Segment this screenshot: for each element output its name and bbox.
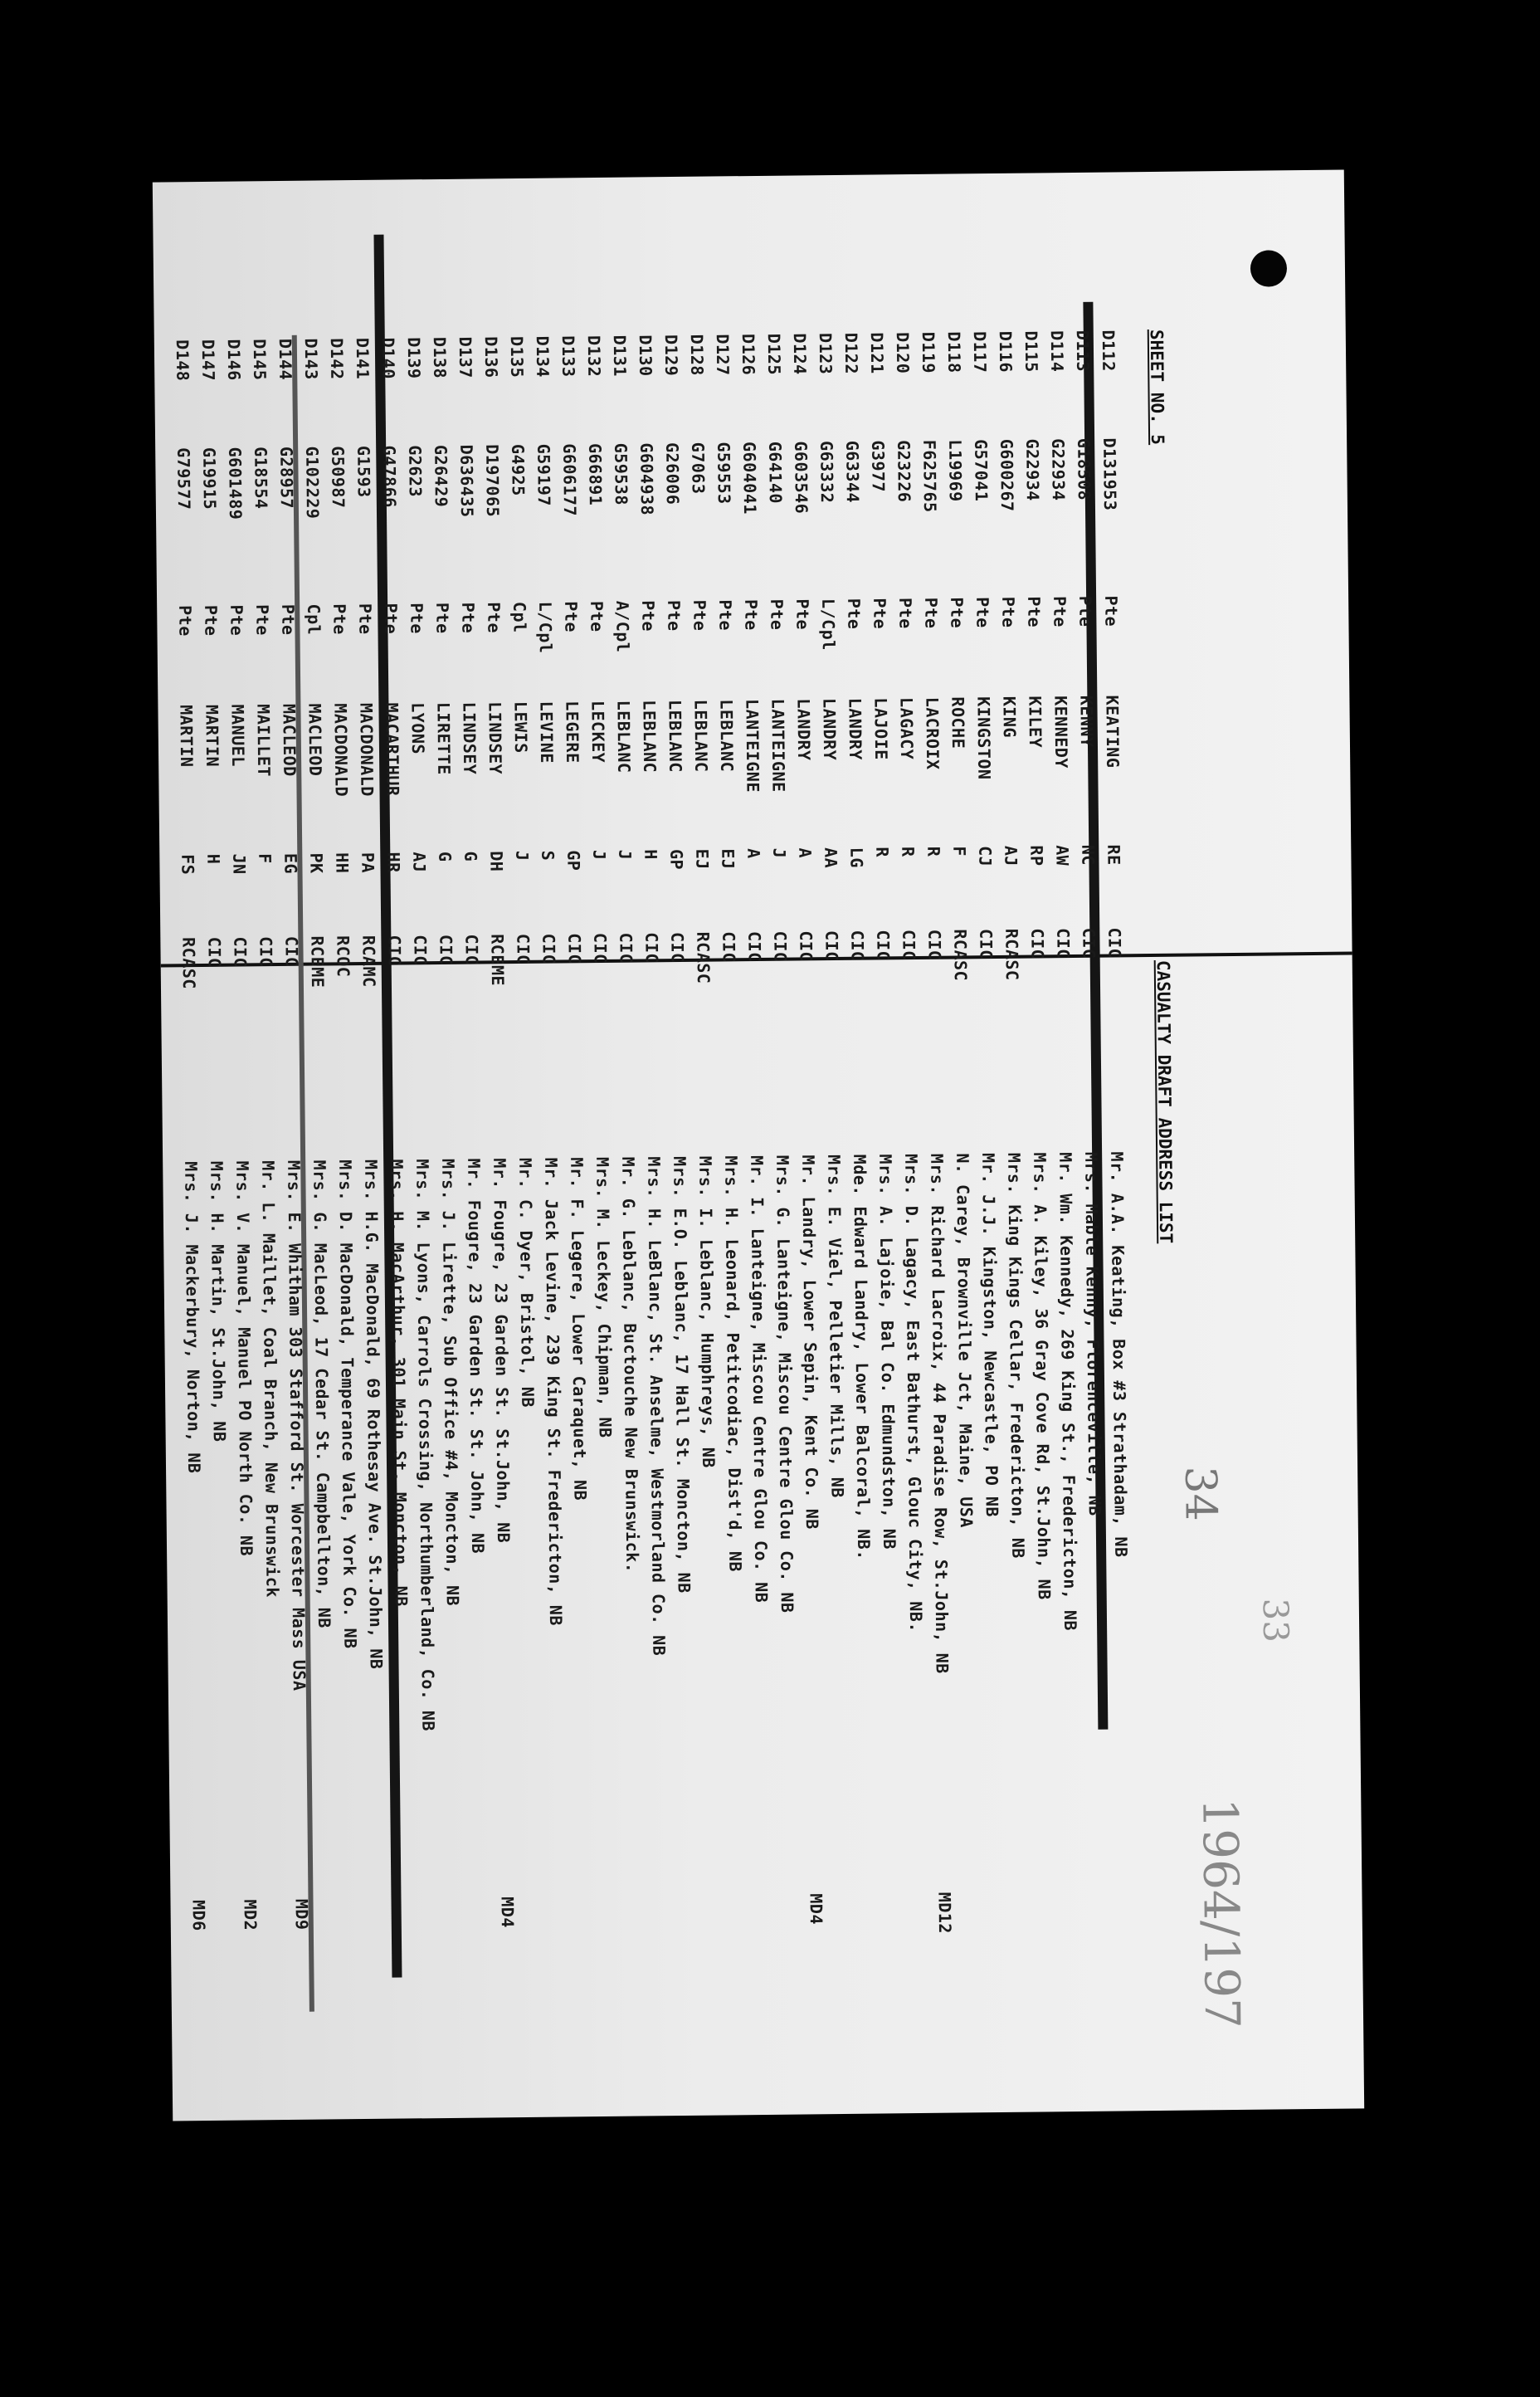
cell-init: EG [280,852,301,875]
cell-unit: CIC [667,931,688,964]
cell-name: KINGSTON [973,696,995,780]
cell-ref: D112 [1098,330,1119,372]
cell-number: G7063 [688,442,709,495]
cell-init: HR [383,852,404,873]
punch-hole [1250,250,1287,286]
cell-unit: CIC [281,935,302,968]
cell-rank: Pte [329,603,350,635]
cell-name: LACROIX [922,696,943,770]
cell-name: LANTEIGNE [768,698,789,793]
cell-name: LEVINE [536,701,558,764]
pencil-page-number-alt: 33 [1255,1598,1297,1643]
cell-init: R [872,847,893,858]
cell-init: AJ [1001,845,1021,867]
cell-ref: D147 [197,339,219,382]
cell-ref: D139 [403,337,425,379]
cell-unit: CIC [873,930,894,962]
cell-number: G59553 [714,442,734,505]
cell-address: Mr. C. Dyer, Bristol, NB [515,1157,539,1408]
cell-init: J [769,847,790,859]
cell-init: A [795,847,816,859]
cell-number: L19969 [945,439,966,502]
cell-address: Mrs. Richard Lacroix, 44 Paradise Row, St.John, NB [927,1153,953,1674]
cell-name: MARTIN [202,704,223,768]
cell-number: G66891 [585,442,606,506]
cell-unit: CIC [616,932,636,964]
cell-address: Mr. Fougre, 23 Garden St. St.John, NB [490,1158,514,1544]
cell-rank: Pte [792,598,813,631]
cell-init: FS [178,854,198,876]
cell-unit: CIC [1027,928,1048,960]
cell-ref: D119 [918,331,939,374]
cell-init: PA [358,852,378,874]
cell-number: G79577 [173,447,194,510]
cell-unit: RCEME [307,935,328,989]
cell-rank: Pte [355,603,376,635]
cell-address: Mrs. E.O. Leblanc, 17 Hall St. Moncton, NB [670,1155,694,1594]
cell-number: G603546 [791,441,812,515]
cell-ref: D127 [712,334,733,376]
cell-init: JN [229,853,250,875]
cell-address: Mrs. A. Lajoie, Bal Co. Edmundston, NB [875,1154,900,1550]
cell-name: LAGACY [896,696,918,760]
cell-name: MAILLET [253,704,275,778]
cell-number: G606177 [559,443,581,517]
cell-ref: D114 [1046,330,1068,373]
cell-address: Mr. Jack Levine, 239 King St. Fredericton, NB [541,1157,567,1627]
cell-address: N. Carey, Brownville Jct, Maine, USA [953,1153,977,1529]
cell-rank: Pte [1024,596,1045,628]
cell-init: HH [332,852,353,874]
cell-unit: CIC [899,929,919,961]
cell-number: G64140 [765,441,786,505]
cell-init: PK [306,852,327,874]
cell-ref: D144 [275,338,296,381]
cell-number: G23226 [894,439,914,503]
cell-ref: D146 [223,339,245,381]
cell-rank: Cpl [509,601,530,633]
cell-unit: CIC [641,932,662,964]
cell-address: Mrs. I. Leblanc, Humphreys, NB [695,1155,719,1469]
cell-init: AA [821,847,841,869]
cell-rank: Cpl [304,603,324,636]
cell-name: KENNY [1076,695,1098,748]
cell-rank: Pte [484,602,504,634]
cell-number: D636435 [456,444,478,518]
cell-name: LANDRY [819,697,841,761]
cell-name: LAJOIE [870,697,892,760]
cell-rank: Pte [741,598,762,631]
cell-code: MD4 [497,1897,518,1928]
cell-ref: D116 [995,330,1016,373]
cell-rank: Pte [998,596,1019,628]
cell-address: Mrs. D. MacDonald, Temperance Vale, York Co. NB [335,1159,361,1649]
cell-unit: RCEME [487,934,508,987]
cell-number: G102229 [302,446,324,520]
cell-rank: Pte [227,604,247,637]
cell-address: Mrs. G. MacLeod, 17 Cedar St. Campbellton, NB [309,1159,335,1628]
cell-unit: RCASC [693,931,714,984]
cell-ref: D137 [455,336,476,378]
cell-init: G [435,851,456,862]
cell-name: MARTIN [176,705,197,768]
cell-init: J [512,850,533,862]
cell-name: MACDONALD [330,703,352,798]
cell-address: Mrs. M. Leckey, Chipman, NB [592,1156,616,1438]
cell-number: G26006 [662,442,683,505]
cell-ref: D130 [635,334,656,377]
cell-number: G2623 [405,445,426,498]
cell-unit: CIC [976,928,997,960]
cell-unit: CIC [1104,927,1125,959]
cell-ref: D141 [352,337,373,380]
cell-address: Mrs. King Kings Cellar, Fredericton, NB [1004,1152,1029,1559]
cell-name: LANTEIGNE [742,698,763,793]
cell-ref: D136 [480,336,502,378]
cell-unit: CIC [924,929,945,961]
cell-number: G57041 [971,439,992,502]
cell-unit: CIC [204,936,225,969]
cell-unit: CIC [847,930,868,962]
cell-ref: D145 [249,339,270,381]
cell-unit: CIC [230,936,251,969]
cell-number: D197065 [482,444,504,518]
cell-unit: CIC [821,930,842,962]
cell-name: LEWIS [510,701,532,754]
cell-number: G1593 [353,445,374,498]
cell-init: AW [1052,845,1073,867]
cell-number: G18508 [1074,437,1094,501]
cell-ref: D115 [1021,330,1042,373]
sheet-number: SHEET NO. 5 [1146,329,1168,446]
cell-ref: D133 [558,335,579,378]
cell-code: MD4 [806,1893,826,1926]
cell-ref: D123 [815,332,836,375]
list-content [172,329,1184,1999]
cell-name: LYONS [407,702,429,755]
cell-ref: D134 [532,335,553,378]
cell-rank: Pte [767,598,787,631]
cell-init: RP [1026,845,1047,867]
cell-address: Mr. F. Legere, Lower Caraquet, NB [567,1157,591,1501]
cell-unit: CIC [744,930,765,963]
cell-init: F [255,853,275,864]
cell-name: LANDRY [845,697,866,761]
cell-number: G63332 [816,440,837,504]
cell-number: G604938 [636,442,658,516]
cell-unit: CIC [719,931,739,964]
cell-address: Mr. Landry, Lower Sepin, Kent Co. NB [798,1155,822,1530]
cell-address: Mrs. H. Leonard, Petitcodiac, Dist'd, NB [721,1155,746,1573]
cell-unit: CIC [770,930,791,963]
cell-name: LINDSEY [459,701,480,775]
cell-init: H [203,853,224,865]
cell-rank: Pte [1050,596,1070,627]
cell-rank: Pte [638,600,659,632]
cell-init: F [949,846,970,857]
list-title: CASUALTY DRAFT ADDRESS LIST [1153,959,1177,1244]
cell-name: KENNEDY [1050,696,1072,769]
cell-code: MD6 [188,1899,209,1931]
cell-rank: Pte [252,604,273,636]
cell-name: ROCHE [948,696,969,749]
cell-number: F625765 [919,439,941,513]
cell-address: Mr. G. Leblanc, Buctouche New Brunswick. [618,1156,643,1574]
cell-ref: D129 [660,334,682,377]
cell-address: Mrs. M. Lyons, Carrols Crossing, Northumberland, Co. NB [412,1159,439,1732]
cell-unit: CIC [256,936,276,968]
cell-code: MD9 [291,1898,312,1931]
cell-unit: CIC [461,934,482,966]
cell-number: G600267 [997,438,1018,512]
cell-ref: D117 [969,331,991,373]
cell-init: GP [666,848,687,871]
cell-rank: Pte [1075,595,1096,627]
cell-address: Mrs. E. Viel, Pelletier Mills, NB [824,1154,848,1499]
cell-unit: CIC [539,933,559,965]
cell-name: LEGERE [562,701,583,764]
cell-address: Mr. J.J. Kingston, Newcastle, PO NB [978,1152,1002,1518]
cell-ref: D126 [738,333,759,376]
cell-rank: Pte [1101,595,1122,627]
cell-unit: CIC [1053,928,1074,959]
cell-name: MACLEOD [305,703,326,777]
cell-name: LEBLANC [639,700,660,774]
cell-rank: Pte [690,599,710,632]
cell-number: G26429 [431,444,451,508]
cell-unit: RCASC [178,937,199,990]
cell-init: CJ [975,845,996,867]
cell-unit: RCOC [333,935,353,978]
cell-ref: D135 [506,335,528,378]
cell-name: MACDONALD [356,702,378,797]
cell-number: G3977 [868,440,889,493]
cell-number: G28957 [276,446,297,510]
cell-unit: CIC [590,932,611,964]
cell-init: NC [1078,844,1099,867]
cell-ref: D122 [841,332,862,375]
cell-ref: D120 [892,332,914,374]
cell-code: MD2 [240,1899,261,1931]
cell-address: Mrs. J. Lirette, Sub Office #4, Moncton, NB [438,1158,463,1607]
cell-unit: RCAMC [358,935,379,988]
cell-unit: CIC [564,933,585,965]
cell-rank: Pte [870,598,890,630]
cell-address: Mrs. H. LeBlanc, St. Anselme, Westmorland Co. NB [644,1156,670,1657]
cell-init: AJ [409,852,430,873]
cell-number: D131953 [1099,437,1121,511]
cell-address: Mrs. E. Whitham 303 Stafford St. Worcester Mass USA [284,1159,309,1692]
cell-name: LEBLANC [665,699,686,773]
cell-ref: D140 [378,337,399,379]
cell-init: H [641,849,661,861]
cell-address: Mrs. H. Martin, St.John, NB [207,1160,230,1443]
cell-init: J [615,849,636,861]
cell-address: Mrs. G. Lanteigne, Miscou Centre Glou Co. NB [772,1155,797,1613]
cell-rank: Pte [561,601,582,633]
cell-number: G18554 [251,447,271,510]
cell-name: LIRETTE [433,701,455,775]
cell-rank: Pte [278,603,299,636]
cell-address: Mrs. V. Manuel, Manuel PO North Co. NB [232,1160,257,1557]
cell-rank: L/Cpl [818,598,839,651]
cell-rank: L/Cpl [535,601,556,654]
cell-rank: Pte [664,599,685,632]
cell-rank: Pte [201,604,222,637]
cell-name: KILEY [1025,696,1046,749]
cell-init: A [743,847,764,859]
cell-ref: D148 [172,339,193,382]
cell-rank: Pte [921,597,942,629]
cell-ref: D128 [686,334,708,377]
cell-address: Mrs. H.G. MacDonald, 69 Rothesay Ave. St.John, NB [361,1159,387,1670]
cell-init: EJ [718,848,738,870]
cell-number: G22934 [1048,438,1069,501]
cell-number: G22934 [1022,438,1043,501]
cell-rank: Pte [432,602,453,634]
cell-name: MACARTHUR [382,702,403,797]
cell-name: KEATING [1102,695,1123,769]
cell-number: G604041 [739,441,761,515]
cell-address: Mde. Edward Landry, Lower Balcoral, NB. [850,1154,875,1560]
cell-ref: D113 [1072,330,1094,373]
cell-name: KING [999,696,1020,739]
cell-init: EJ [692,848,713,870]
cell-ref: D118 [943,331,965,373]
cell-number: G601489 [225,447,246,520]
cell-rank: Pte [895,597,916,629]
cell-name: MACLEOD [279,703,300,777]
cell-number: G47866 [379,445,400,508]
cell-ref: D121 [866,332,888,374]
address-table [167,330,1136,1999]
cell-unit: CIC [513,933,534,965]
cell-init: GP [563,850,584,871]
cell-init: S [538,850,558,862]
cell-unit: CIC [796,930,816,963]
cell-code: MD12 [934,1892,955,1934]
cell-address: Mr. Wm. Kennedy, 269 King St., Fredericton, NB [1055,1151,1081,1632]
cell-name: LEBLANC [613,700,635,774]
cell-init: RE [1104,844,1124,866]
cell-rank: Pte [407,603,427,635]
cell-number: G63344 [842,440,863,504]
cell-name: LEBLANC [690,699,712,773]
cell-name: LINDSEY [485,701,506,775]
cell-unit: CIC [436,934,456,966]
cell-rank: Pte [972,597,993,628]
cell-rank: Pte [947,597,967,629]
cell-rank: Pte [458,602,479,634]
cell-ref: D143 [300,338,322,380]
cell-number: G4925 [508,443,529,496]
cell-unit: CIC [410,935,431,967]
cell-rank: A/Cpl [612,600,633,653]
cell-name: LANDRY [793,698,815,761]
cell-address: Mr. I. Lanteigne, Miscou Centre Glou Co. NB [747,1155,772,1604]
cell-unit: CIC [384,935,405,967]
cell-rank: Pte [844,598,865,630]
cell-address: Mrs. H. MacArthur, 301 Main St. Moncton, NB [387,1159,412,1607]
cell-address: Mrs. D. Lagacy, East Bathurst, Glouc City, NB. [901,1153,927,1633]
cell-init: DH [486,851,507,872]
cell-ref: D138 [429,336,451,379]
cell-unit: CIC [1079,927,1099,959]
cell-address: Mrs. Mable Kenny, Florenceville, NB [1081,1151,1105,1516]
cell-address: Mrs. A. Kiley, 36 Gray Cove Rd, St.John, NB [1030,1152,1055,1600]
cell-address: Mr. A.A. Keating, Box #3 Strathadam, NB [1107,1151,1132,1558]
cell-ref: D124 [789,333,811,375]
cell-init: R [924,846,944,857]
cell-number: G59538 [611,442,631,506]
cell-rank: Pte [587,600,607,632]
cell-address: Mr. L. Maillet, Coal Branch, New Brunswick [258,1160,283,1599]
pencil-reference: 1964/197 [1192,1797,1251,2029]
cell-rank: Pte [381,603,402,635]
cell-unit: RCASC [1001,928,1022,981]
cell-init: R [898,846,919,857]
cell-number: G50987 [328,446,348,509]
cell-name: LEBLANC [716,699,738,773]
cell-ref: D131 [609,334,631,377]
cell-ref: D132 [583,334,605,378]
cell-init: J [589,849,610,861]
cell-rank: Pte [175,605,196,637]
cell-init: LG [846,847,867,868]
cell-init: G [461,851,481,862]
cell-number: G19915 [199,447,220,510]
pencil-page-number: 34 [1175,1466,1226,1521]
cell-rank: Pte [715,599,736,632]
cell-address: Mrs. J. Mackerbury, Norton, NB [181,1161,205,1474]
cell-number: G59197 [534,443,554,507]
cell-name: MANUEL [227,704,249,767]
cell-name: LECKEY [587,700,609,764]
cell-address: Mr. Fougre, 23 Garden St. St. John, NB [464,1158,489,1555]
document-page [153,170,1364,2121]
cell-ref: D142 [326,338,348,380]
cell-unit: RCASC [950,929,971,982]
cell-ref: D125 [763,333,785,376]
